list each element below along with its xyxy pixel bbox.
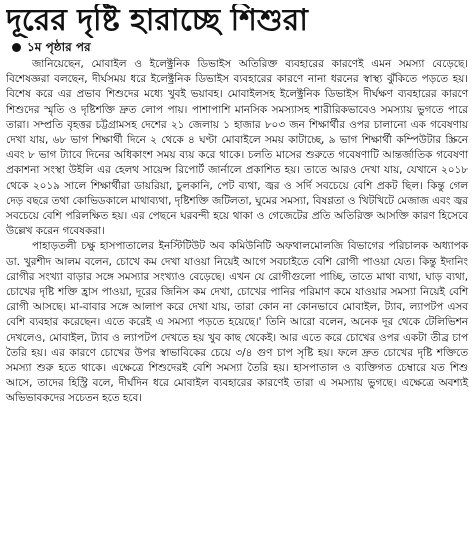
bullet-icon bbox=[12, 43, 21, 52]
article-paragraph: জানিয়েছেন, মোবাইল ও ইলেক্ট্রনিক ডিভাইস অতিরিক্ত ব্যবহারের কারণেই এমন সমস্যা বেড়েছে। বিশেষজ্ঞরা বলছেন, দীর্ঘসময় ধরে ইলেক্ট্রনিক ডিভাইস ব্যবহারের কারণে নানা ধরনের স্বাস্থ্য ঝুঁকিতে পড়তে হয়। বিশেষ করে এর প্রভাব শিশুদের মধ্যে খুবই ভয়াবহ। মোবাইলসহ ইলেক্ট্রনিক ডিভাইস দীর্ঘক্ষণ ব্যবহারের কারণে শিশুদের স্মৃতি ও দৃষ্টিশক্তি দ্রুত লোপ পায়। পাশাপাশি মানসিক সমস্যাসহ শারীরিকভাবেও সমস্যায় ভুগতে পারে তারা। সম্প্রতি বৃহত্তর চট্টগ্রামসহ দেশের ২১ জেলায় ১ হাজার ৮০৩ জন শিক্ষার্থীর ওপর চালানো এক গবেষণায় দেখা যায়, ৬৮ ভাগ শিক্ষার্থী দিনে ২ থেকে ৪ ঘণ্টা মোবাইলে সময় কাটাচ্ছে, ৯ ভাগ শিক্ষার্থী কম্পিউটার স্ক্রিনে এবং ৮ ভাগ ট্যাবে দিনের অধিকাংশ সময় ব্যয় করে থাকে। চলতি মাসের শুরুতে গবেষণাটি আন্তর্জাতিক গবেষণা প্রকাশনা সংস্থা উইলি এর হেলথ সায়েন্স রিপোর্ট জার্নালে প্রকাশিত হয়। তাতে আরও দেখা যায়, যেখানে ২০১৮ থেকে ২০১৯ সালে শিক্ষার্থীরা ডায়রিয়া, চুলকানি, পেট ব্যথা, জ্বর ও সর্দি সবচেয়ে বেশি প্রকট ছিল। কিন্তু গেল দেড় বছরে তথা কোভিডকালে মাথাব্যথা, দৃষ্টিশক্তি জটিলতা, ঘুমের সমস্যা, বিষণ্ণতা ও খিটখিটে মেজাজ এবং জ্বর সবচেয়ে বেশি পরিলক্ষিত হয়। এর পেছনে ঘরবন্দী হয়ে থাকা ও গেজেটের প্রতি অতিরিক্ত আসক্তি কারণ হিসেবে উল্লেখ করেন গবেষকরা। bbox=[6, 58, 468, 238]
article-paragraph: পাহাড়তলী চক্ষু হাসপাতালের ইনস্টিটিউট অব কমিউনিটি অফথালমোলজি বিভাগের পরিচালক অধ্যাপক ডা. খুরশীদ আলম বলেন, চোখে কম দেখা যাওয়া নিয়েই আগে সবচাইতে বেশি রোগী পাওয়া যেত। কিন্তু ইদানিং রোগীর সংখ্যা বাড়ার সঙ্গে সমস্যার সংখ্যাও বেড়েছে। এখন যে রোগীগুলো পাচ্ছি, তাতে মাথা ব্যথা, ঘাড় ব্যথা, চোখের দৃষ্টি শক্তি হ্রাস পাওয়া, দূরের জিনিস কম দেখা, চোখের পানির পরিমাণ কমে যাওয়ার সমস্যা নিয়েই বেশি রোগী আসছে। মা-বাবার সঙ্গে আলাপ করে দেখা যায়, তারা কোন না কোনভাবে মোবাইল, ট্যাব, ল্যাপটপ এসব বেশি ব্যবহার করেছেন। এতে করেই এ সমস্যা পড়তে হয়েছে।' তিনি আরো বলেন, অনেক দূর থেকে টেলিভিশন দেখলেও, মোবাইল, ট্যাব ও ল্যাপটপ দেখতে হয় খুব কাছ থেকেই। আর এতে করে চোখের ওপর একটা তীব্র চাপ তৈরি হয়। এর কারণে চোখের উপর স্বাভাবিকের চেয়ে ৩/৪ গুণ চাপ সৃষ্টি হয়। ফলে দ্রুত চোখের দৃষ্টি শক্তিতে সমস্যা শুরু হতে থাকে। এক্ষেত্রে শিশুদেরই বেশি সমস্যা তৈরি হয়। হাসপাতাল ও ব্যক্তিগত চেম্বারে যত শিশু আসে, তাদের হিস্ট্রি বলে, দীর্ঘদিন ধরে মোবাইল ব্যবহারের কারণেই তারা এ সমস্যায় ভুগছে। এক্ষেত্রে অবশ্যই অভিভাবকদের সচেতন হতে হবে। bbox=[6, 240, 468, 405]
headline: দূরের দৃষ্টি হারাচ্ছে শিশুরা bbox=[6, 4, 308, 38]
continuation-line bbox=[6, 39, 468, 55]
continuation-label: ১ম পৃষ্ঠার পর bbox=[27, 40, 91, 54]
article-body bbox=[6, 57, 468, 407]
